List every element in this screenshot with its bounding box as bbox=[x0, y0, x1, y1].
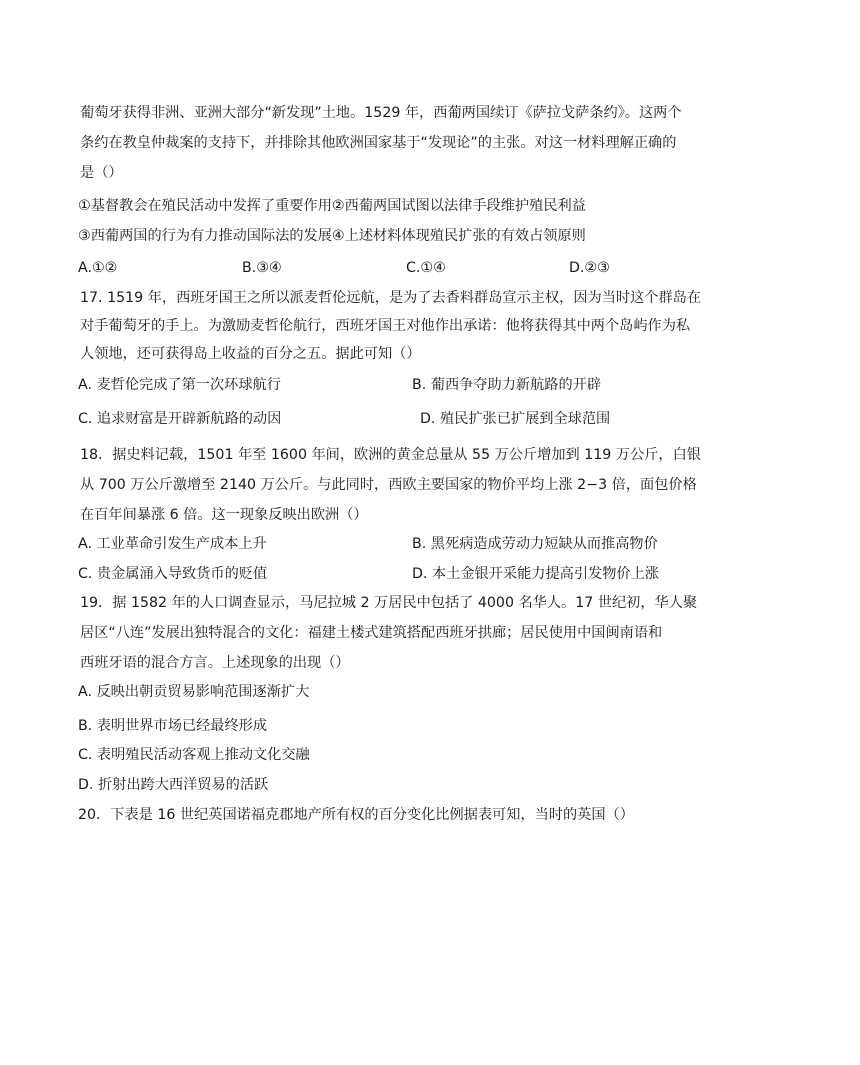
q18-text-line-1: 18．据史料记载，1501 年至 1600 年间，欧洲的黄金总量从 55 万公斤增加到 119 万公斤，白银 bbox=[80, 447, 701, 463]
q19-option-d: D. 折射出跨大西洋贸易的活跃 bbox=[78, 777, 269, 793]
q19-option-a: A. 反映出朝贡贸易影响范围逐渐扩大 bbox=[78, 684, 310, 700]
q17-option-a: A. 麦哲伦完成了第一次环球航行 bbox=[78, 377, 281, 393]
q18-option-b: B. 黑死病造成劳动力短缺从而推高物价 bbox=[412, 536, 658, 552]
q19-text-line-1: 19．据 1582 年的人口调查显示，马尼拉城 2 万居民中包括了 4000 名华人。17 世纪初，华人聚 bbox=[80, 595, 698, 611]
q16-option-b: B.③④ bbox=[242, 260, 282, 276]
q18-text-line-3: 在百年间暴涨 6 倍。这一现象反映出欧洲（） bbox=[80, 507, 368, 523]
q19-option-c: C. 表明殖民活动客观上推动文化交融 bbox=[78, 747, 310, 763]
q19-text-line-2: 居区“八连”发展出独特混合的文化：福建土楼式建筑搭配西班牙拱廊；居民使用中国闽南语和 bbox=[80, 625, 663, 641]
q20-text-line-1: 20．下表是 16 世纪英国诺福克郡地产所有权的百分变化比例据表可知，当时的英国（） bbox=[78, 807, 634, 823]
q18-option-a: A. 工业革命引发生产成本上升 bbox=[78, 536, 267, 552]
q19-option-b: B. 表明世界市场已经最终形成 bbox=[78, 718, 268, 734]
q16-statement-2: ③西葡两国的行为有力推动国际法的发展④上述材料体现殖民扩张的有效占领原则 bbox=[78, 228, 586, 244]
q16-option-d: D.②③ bbox=[569, 260, 610, 276]
q16-text-line-1: 葡萄牙获得非洲、亚洲大部分“新发现”土地。1529 年，西葡两国续订《萨拉戈萨条约》。这两个 bbox=[80, 105, 682, 121]
q16-option-a: A.①② bbox=[78, 260, 118, 276]
q17-text-line-2: 对手葡萄牙的手上。为激励麦哲伦航行，西班牙国王对他作出承诺：他将获得其中两个岛屿作为私 bbox=[80, 318, 691, 334]
q16-statement-1: ①基督教会在殖民活动中发挥了重要作用②西葡两国试图以法律手段维护殖民利益 bbox=[78, 198, 586, 214]
q18-option-c: C. 贵金属涌入导致货币的贬值 bbox=[78, 566, 268, 582]
q17-option-c: C. 追求财富是开辟新航路的动因 bbox=[78, 411, 282, 427]
q17-option-b: B. 葡西争夺助力新航路的开辟 bbox=[412, 377, 602, 393]
q16-text-line-2: 条约在教皇仲裁案的支持下，并排除其他欧洲国家基于“发现论”的主张。对这一材料理解正确的 bbox=[80, 135, 677, 151]
q18-option-d: D. 本土金银开采能力提高引发物价上涨 bbox=[412, 566, 659, 582]
q17-option-d: D. 殖民扩张已扩展到全球范围 bbox=[420, 411, 611, 427]
q17-text-line-1: 17. 1519 年，西班牙国王之所以派麦哲伦远航，是为了去香料群岛宣示主权，因为当时这个群岛在 bbox=[80, 290, 702, 306]
q17-text-line-3: 人领地，还可获得岛上收益的百分之五。据此可知（） bbox=[80, 346, 421, 362]
q18-text-line-2: 从 700 万公斤激增至 2140 万公斤。与此同时，西欧主要国家的物价平均上涨 2−3 倍，面包价格 bbox=[80, 477, 697, 493]
q16-option-c: C.①④ bbox=[406, 260, 446, 276]
q16-text-line-3: 是（） bbox=[80, 165, 123, 181]
q19-text-line-3: 西班牙语的混合方言。上述现象的出现（） bbox=[80, 655, 350, 671]
